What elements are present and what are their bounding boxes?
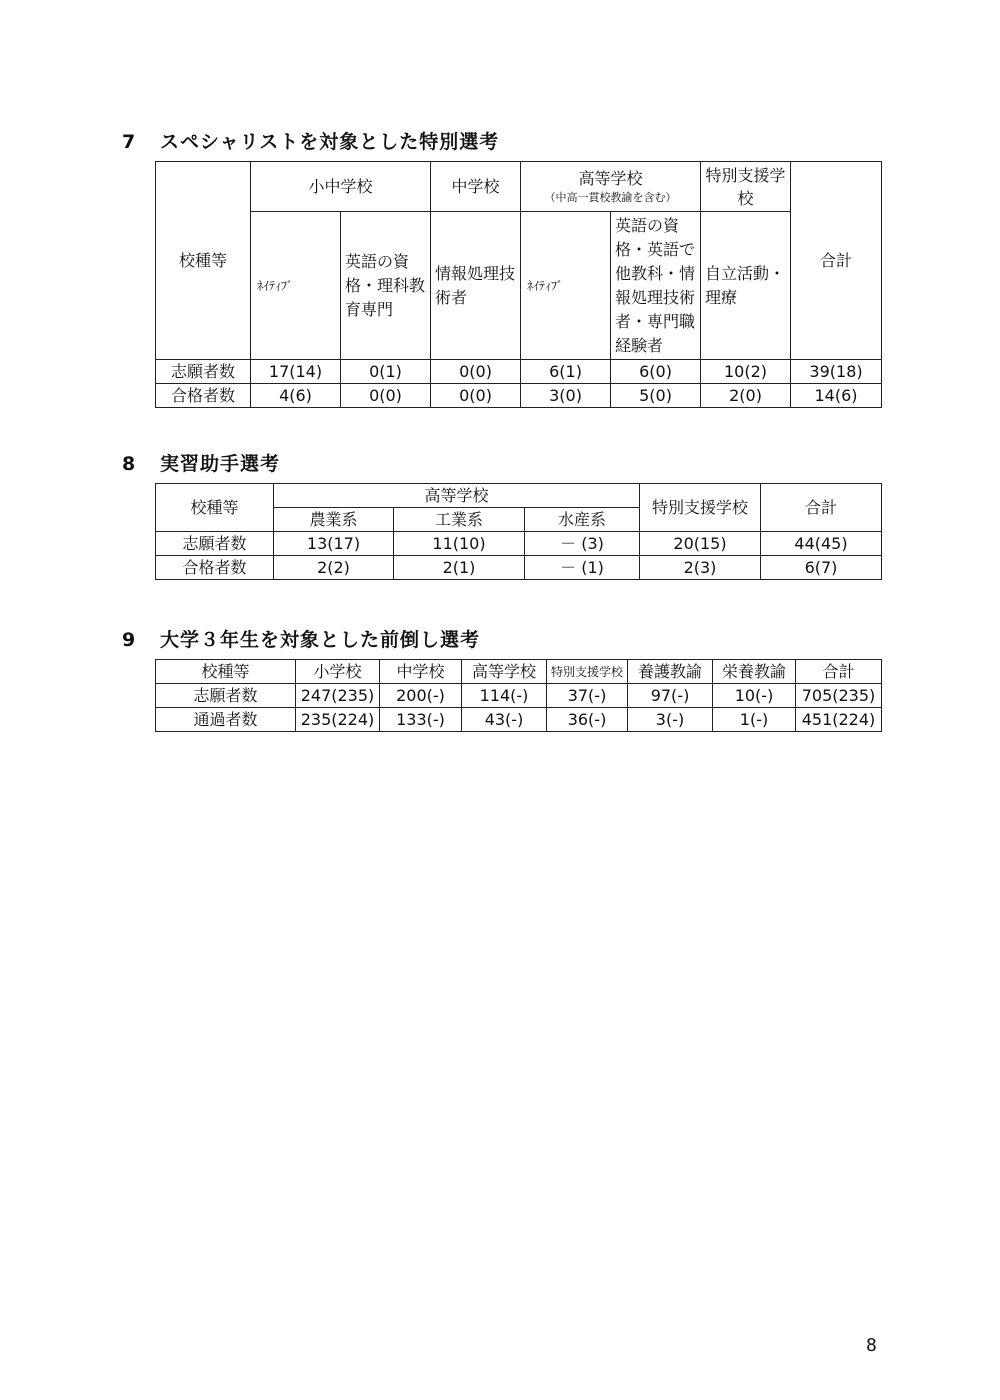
cell: － (1) [525, 556, 640, 580]
section9-title: 大学３年生を対象とした前倒し選考 [160, 629, 481, 651]
cell: 3(0) [521, 384, 611, 408]
section8-title: 実習助手選考 [160, 453, 281, 475]
early-selection-table [155, 659, 882, 732]
cell: 2(1) [394, 556, 525, 580]
row-label: 合格者数 [156, 556, 274, 580]
cell: 5(0) [611, 384, 701, 408]
header-high-label: 高等学校 [578, 168, 643, 188]
header-total: 合計 [791, 162, 882, 360]
header-total: 合計 [761, 484, 882, 532]
cell: 200(-) [380, 684, 462, 708]
cell: 247(235) [296, 684, 380, 708]
header-special: 特別支援学校 [547, 660, 628, 684]
row-label: 合格者数 [156, 384, 251, 408]
cell: 235(224) [296, 708, 380, 732]
header-high-note: （中高一貫校教諭を含む） [544, 190, 677, 204]
header-nurse-teacher: 養護教諭 [628, 660, 713, 684]
sub-native-2: ﾈｲﾃｨﾌﾞ [521, 212, 611, 360]
header-nutrition-teacher: 栄養教諭 [713, 660, 796, 684]
header-school-type: 校種等 [156, 484, 274, 532]
cell: 97(-) [628, 684, 713, 708]
cell: 0(0) [341, 384, 431, 408]
cell: 20(15) [640, 532, 761, 556]
header-high: 高等学校 [274, 484, 640, 508]
cell: 3(-) [628, 708, 713, 732]
table-row [156, 684, 882, 708]
cell: 10(2) [701, 360, 791, 384]
cell: － (3) [525, 532, 640, 556]
cell: 133(-) [380, 708, 462, 732]
header-school-type: 校種等 [156, 660, 296, 684]
cell: 451(224) [796, 708, 882, 732]
cell: 4(6) [251, 384, 341, 408]
cell: 6(0) [611, 360, 701, 384]
table-row [156, 532, 882, 556]
header-elementary: 小学校 [296, 660, 380, 684]
header-special: 特別支援学校 [640, 484, 761, 532]
header-high [521, 162, 701, 212]
row-label: 志願者数 [156, 360, 251, 384]
cell: 2(3) [640, 556, 761, 580]
cell: 0(1) [341, 360, 431, 384]
header-middle: 中学校 [380, 660, 462, 684]
cell: 114(-) [462, 684, 547, 708]
cell: 39(18) [791, 360, 882, 384]
cell: 2(0) [701, 384, 791, 408]
cell: 36(-) [547, 708, 628, 732]
header-total: 合計 [796, 660, 882, 684]
cell: 0(0) [431, 384, 521, 408]
header-high: 高等学校 [462, 660, 547, 684]
table-row [156, 360, 882, 384]
sub-english-other: 英語の資格・英語で他教科・情報処理技術者・専門職経験者 [611, 212, 701, 360]
sub-fishery: 水産系 [525, 508, 640, 532]
section7-heading [122, 127, 499, 154]
cell: 1(-) [713, 708, 796, 732]
sub-industry: 工業系 [394, 508, 525, 532]
cell: 14(6) [791, 384, 882, 408]
row-label: 通過者数 [156, 708, 296, 732]
sub-selfreliance: 自立活動・理療 [701, 212, 791, 360]
cell: 11(10) [394, 532, 525, 556]
sub-native-1: ﾈｲﾃｨﾌﾞ [251, 212, 341, 360]
cell: 2(2) [274, 556, 394, 580]
table-row [156, 708, 882, 732]
lab-assistant-selection-table [155, 483, 882, 580]
cell: 10(-) [713, 684, 796, 708]
cell: 0(0) [431, 360, 521, 384]
cell: 705(235) [796, 684, 882, 708]
cell: 43(-) [462, 708, 547, 732]
section9-number: 9 [122, 629, 137, 651]
cell: 13(17) [274, 532, 394, 556]
section9-heading [122, 625, 480, 652]
cell: 17(14) [251, 360, 341, 384]
specialist-selection-table [155, 161, 882, 408]
table-row [156, 384, 882, 408]
section7-title: スペシャリストを対象とした特別選考 [160, 131, 500, 153]
table-row [156, 556, 882, 580]
cell: 44(45) [761, 532, 882, 556]
cell: 6(7) [761, 556, 882, 580]
header-middle: 中学校 [431, 162, 521, 212]
sub-agri: 農業系 [274, 508, 394, 532]
section8-number: 8 [122, 453, 137, 475]
section7-number: 7 [122, 131, 137, 153]
sub-info: 情報処理技術者 [431, 212, 521, 360]
header-elem-mid: 小中学校 [251, 162, 431, 212]
page-number: 8 [866, 1335, 877, 1356]
header-school-type: 校種等 [156, 162, 251, 360]
section8-heading [122, 449, 280, 476]
sub-english-science: 英語の資格・理科教育専門 [341, 212, 431, 360]
cell: 37(-) [547, 684, 628, 708]
row-label: 志願者数 [156, 684, 296, 708]
row-label: 志願者数 [156, 532, 274, 556]
cell: 6(1) [521, 360, 611, 384]
header-special: 特別支援学校 [701, 162, 791, 212]
